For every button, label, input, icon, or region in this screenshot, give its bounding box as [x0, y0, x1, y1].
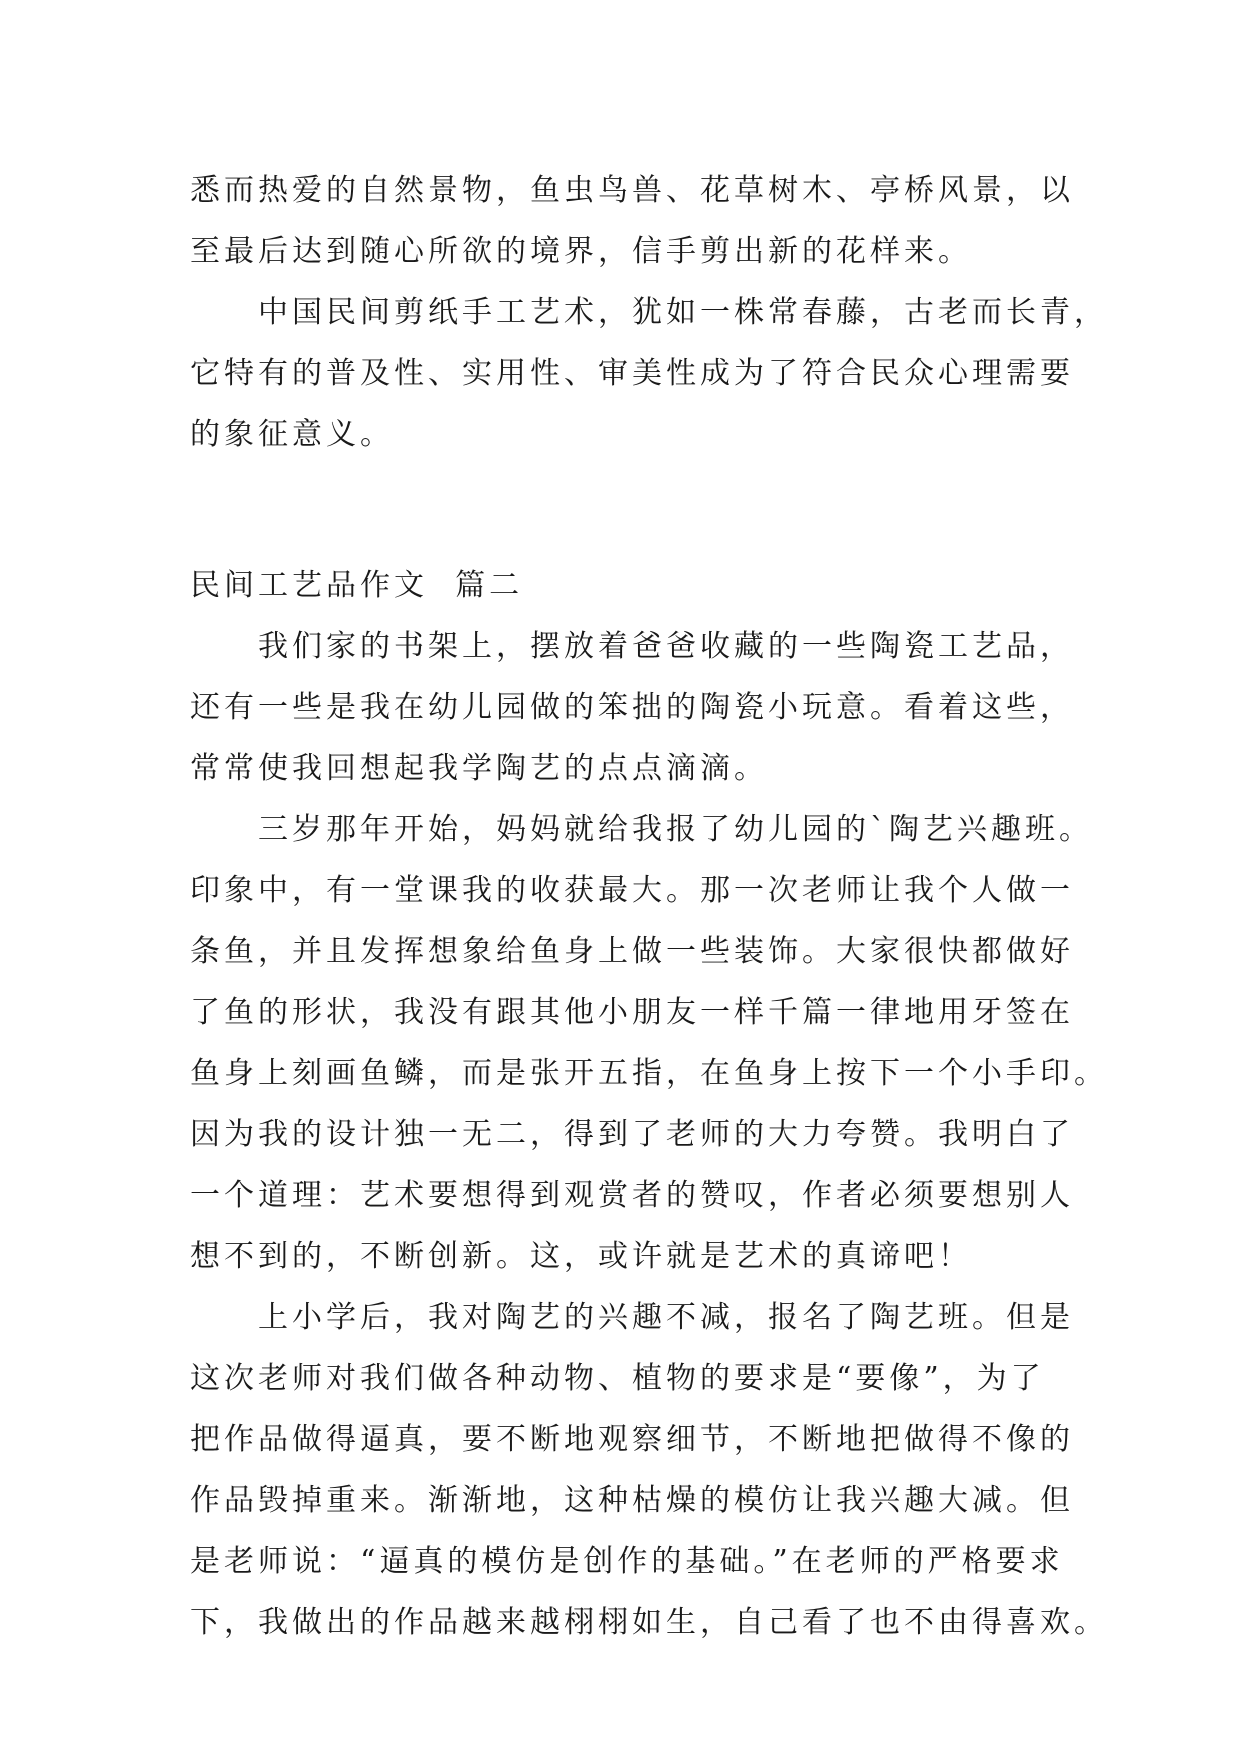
text-line: 条鱼，并且发挥想象给鱼身上做一些装饰。大家很快都做好 — [190, 934, 1074, 969]
paragraph-bookshelf — [190, 616, 1074, 799]
text-line: 它特有的普及性、实用性、审美性成为了符合民众心理需要 — [190, 356, 1074, 391]
section-title-text: 民间工艺品作文 篇二 — [190, 568, 524, 603]
text-line: 把作品做得逼真，要不断地观察细节，不断地把做得不像的 — [190, 1422, 1074, 1457]
paragraph-papercut — [190, 282, 1108, 465]
text-line: 想不到的，不断创新。这，或许就是艺术的真谛吧！ — [190, 1239, 972, 1274]
text-line: 这次老师对我们做各种动物、植物的要求是“要像”，为了 — [190, 1361, 1045, 1396]
text-line: 上小学后，我对陶艺的兴趣不减，报名了陶艺班。但是 — [258, 1300, 1074, 1335]
paragraph-kindergarten — [190, 799, 1108, 1287]
paragraph-continuation — [190, 160, 1074, 282]
text-line: 印象中，有一堂课我的收获最大。那一次老师让我个人做一 — [190, 873, 1074, 908]
text-line: 鱼身上刻画鱼鳞，而是张开五指，在鱼身上按下一个小手印。 — [190, 1056, 1108, 1091]
document-body — [190, 160, 1108, 1653]
text-line: 一个道理：艺术要想得到观赏者的赞叹，作者必须要想别人 — [190, 1178, 1074, 1213]
text-line: 下，我做出的作品越来越栩栩如生，自己看了也不由得喜欢。 — [190, 1605, 1108, 1640]
text-line: 的象征意义。 — [190, 417, 394, 452]
paragraph-primary-school — [190, 1287, 1108, 1653]
text-line: 我们家的书架上，摆放着爸爸收藏的一些陶瓷工艺品， — [258, 629, 1074, 664]
text-line: 至最后达到随心所欲的境界，信手剪出新的花样来。 — [190, 234, 972, 269]
text-line: 作品毁掉重来。渐渐地，这种枯燥的模仿让我兴趣大减。但 — [190, 1483, 1074, 1518]
text-line: 了鱼的形状，我没有跟其他小朋友一样千篇一律地用牙签在 — [190, 995, 1074, 1030]
text-line: 中国民间剪纸手工艺术，犹如一株常春藤，古老而长青， — [258, 295, 1108, 330]
text-line: 因为我的设计独一无二，得到了老师的大力夸赞。我明白了 — [190, 1117, 1074, 1152]
text-line: 还有一些是我在幼儿园做的笨拙的陶瓷小玩意。看着这些， — [190, 690, 1074, 725]
text-line: 悉而热爱的自然景物，鱼虫鸟兽、花草树木、亭桥风景，以 — [190, 173, 1074, 208]
text-line: 常常使我回想起我学陶艺的点点滴滴。 — [190, 751, 768, 786]
text-line: 三岁那年开始，妈妈就给我报了幼儿园的`陶艺兴趣班。 — [258, 812, 1093, 847]
text-line: 是老师说：“逼真的模仿是创作的基础。”在老师的严格要求 — [190, 1544, 1064, 1579]
section-title — [190, 555, 1050, 616]
